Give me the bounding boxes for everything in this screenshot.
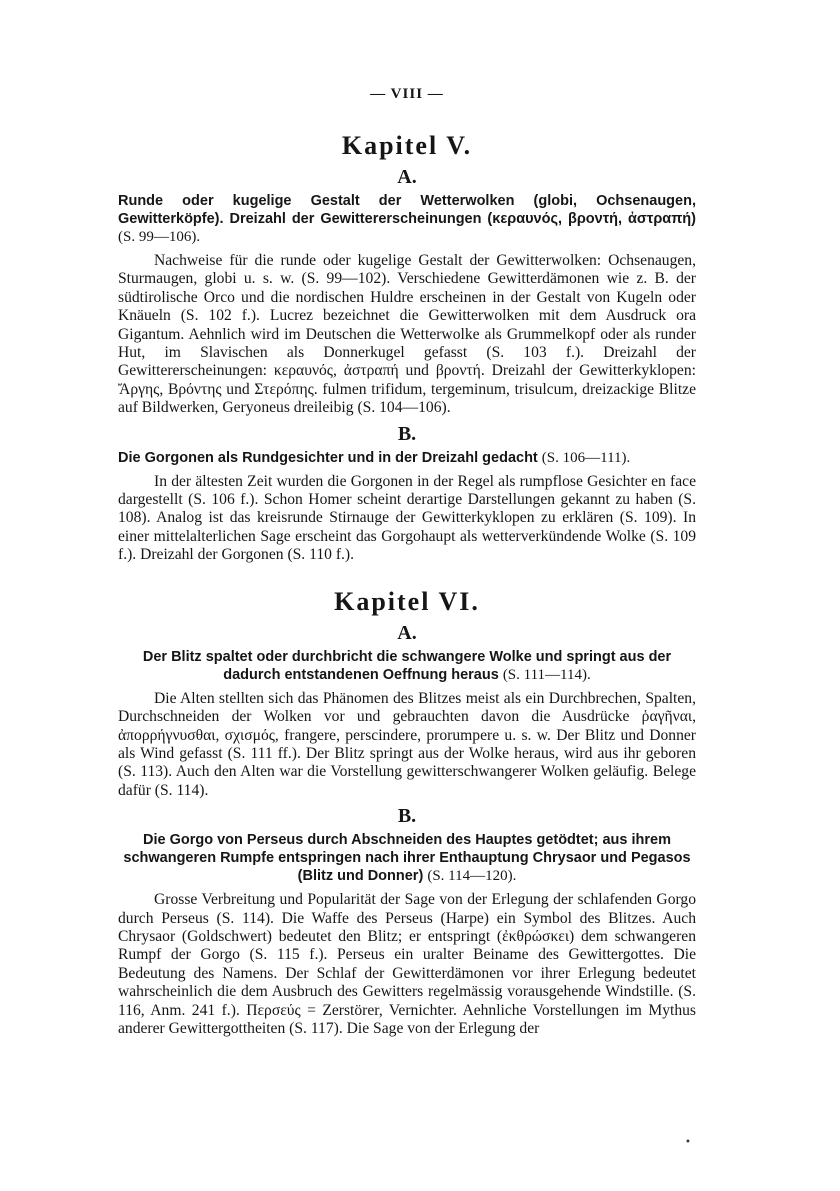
section-heading-text: Runde oder kugelige Gestalt der Wetterwolken (globi, Ochsenaugen, Gewitterköpfe). Dreizahl der Gewittererscheinungen (κεραυνός, βροντή, ἀστραπή) (118, 193, 696, 227)
section-letter: A. (397, 166, 417, 188)
section-heading-text: Der Blitz spaltet oder durchbricht die schwangere Wolke und springt aus der dadurch entstandenen Oeffnung heraus (142, 648, 672, 683)
section-heading-text: Die Gorgonen als Rundgesichter und in der Dreizahl gedacht (118, 449, 538, 466)
section-heading-pages: (S. 111—114). (502, 666, 591, 683)
section-heading (118, 831, 696, 885)
document-page (118, 86, 696, 1038)
section-body: Nachweise für die runde oder kugelige Gestalt der Gewitterwolken: Ochsenaugen, Sturmaugen, globi u. s. w. (S. 99—102). Verschiedene Gewitterdämonen wie z. B. der südtirolische Orco und die nordischen Huldre erscheinen in der Gestalt von Kugeln oder Knäueln (S. 102 f.). Lucrez bezeichnet die Gewitterwolken mit dem Ausdruck ora Gigantum. Aehnlich wird im Deutschen die Wetterwolke als Grummelkopf oder als runder Hut, im Slavischen als Donnerkugel gefasst (S. 103 f.). Dreizahl der Gewittererscheinungen: κεραυνός, ἀστραπή und βροντή. Dreizahl der Gewitterkyklopen: Ἄργης, Βρόντης und Στερόπης. fulmen trifidum, tergeminum, trisulcum, dreizackige Blitze auf Bildwerken, Geryoneus dreileibig (S. 104—106). (118, 252, 696, 417)
section-letter: A. (397, 621, 417, 644)
section-letter: B. (397, 422, 417, 445)
section-heading-pages: (S. 114—120). (427, 868, 517, 885)
section-heading-pages: (S. 99—106). (118, 229, 201, 245)
section-heading (118, 648, 696, 684)
section-body: Die Alten stellten sich das Phänomen des Blitzes meist als ein Durchbrechen, Spalten, Durchschneiden der Wolken vor und gebrauchten davon die Ausdrücke ῥαγῆναι, ἀπορρήγνυσθαι, σχισμός, frangere, perscindere, prorumpere u. s. w. Der Blitz und Donner als Wind gefasst (S. 111 ff.). Der Blitz springt aus der Wolke heraus, wird aus ihr geboren (S. 113). Auch den Alten war die Vorstellung gewitterschwangerer Wolken geläufig. Belege dafür (S. 114). (118, 689, 696, 799)
section-letter: B. (397, 805, 417, 828)
section-heading-pages: (S. 106—111). (541, 449, 631, 466)
section-body: Grosse Verbreitung und Popularität der Sage von der Erlegung der schlafenden Gorgo durch Perseus (S. 114). Die Waffe des Perseus (Harpe) ein Symbol des Blitzes. Auch Chrysaor (Goldschwert) bedeutet den Blitz; er entspringt (ἐκθρώσκει) dem schwangeren Rumpf der Gorgo (S. 115 f.). Perseus ein uralter Beiname des Gewittergottes. Die Bedeutung des Namens. Der Schlaf der Gewitterdämonen vor ihrer Erlegung bedeutet wahrscheinlich die dem Ausbruch des Gewitters regelmässig vorausgehende Windstille. (S. 116, Anm. 241 f.). Περσεύς = Zerstörer, Vernichter. Aehnliche Vorstellungen im Mythus anderer Gewittergottheiten (S. 117). Die Sage von der Erlegung der (118, 891, 696, 1037)
chapter-title: Kapitel VI. (334, 586, 480, 616)
section-heading (118, 449, 696, 467)
page-number: — VIII — (370, 86, 444, 102)
print-mark-dot: • (685, 1137, 691, 1148)
chapter-title: Kapitel V. (341, 131, 473, 160)
section-body: In der ältesten Zeit wurden die Gorgonen in der Regel als rumpflose Gesichter en face dargestellt (S. 106 f.). Schon Homer scheint derartige Darstellungen gekannt zu haben (S. 108). Analog ist das kreisrunde Stirnauge der Gewitterkyklopen zu erklären (S. 109). In einer mittelalterlichen Sage erscheint das Gorgohaupt als wetterverkündende Wolke (S. 109 f.). Dreizahl der Gorgonen (S. 110 f.). (118, 472, 696, 564)
section-heading-text: Die Gorgo von Perseus durch Abschneiden des Hauptes getödtet; aus ihrem schwangeren Rumpfe entspringen nach ihrer Enthauptung Chrysaor und Pegasos (Blitz und Donner) (123, 832, 691, 885)
section-heading (118, 192, 696, 246)
